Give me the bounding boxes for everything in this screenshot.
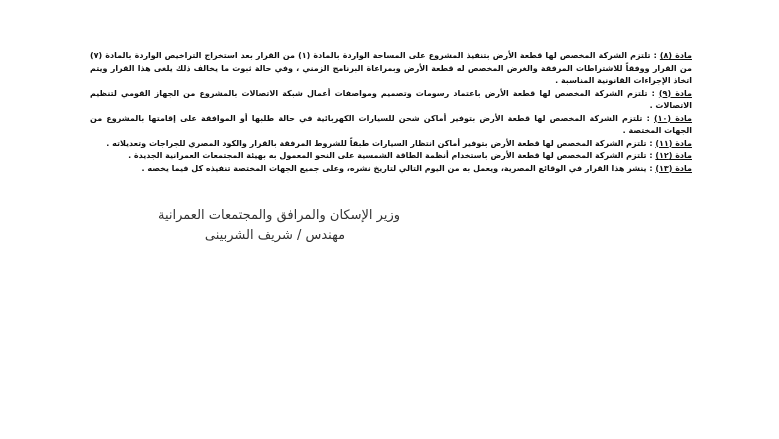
article-12 xyxy=(90,150,692,163)
signatory-name: مهندس / شريف الشربينى xyxy=(204,228,346,243)
decree-articles xyxy=(90,50,692,175)
article-number: مادة (١١) xyxy=(655,138,692,148)
signatory-title: وزير الإسكان والمرافق والمجتمعات العمرانية xyxy=(157,208,400,223)
article-text: : تلتزم الشركة المخصص لها قطعة الأرض باستخدام أنظمة الطاقة الشمسية على النحو المعمول به بهيئة المجتمعات العمرانية الجديدة . xyxy=(128,151,653,160)
article-number: مادة (١٢) xyxy=(655,151,692,160)
article-8 xyxy=(90,50,692,88)
article-text: : تلتزم الشركة المخصص لها قطعة الأرض بتوفير أماكن انتظار السيارات طبقاً للشروط المرفقة بالقرار والكود المصري للجراجات وتعديلاته . xyxy=(106,138,653,148)
article-11 xyxy=(90,138,692,151)
article-number: مادة (١٣) xyxy=(655,163,692,173)
article-13 xyxy=(90,163,692,176)
article-number: مادة (٨) xyxy=(659,51,692,60)
article-text: : تلتزم الشركة المخصص لها قطعة الأرض باعتماد رسومات وتصميم ومواصفات أعمال شبكة الاتصالات بالمشروع من الجهاز القومي لتنظيم الاتصالات . xyxy=(90,88,692,110)
article-number: مادة (٩) xyxy=(658,88,692,98)
article-9 xyxy=(90,88,692,113)
article-number: مادة (١٠) xyxy=(653,113,692,123)
article-text: : تلتزم الشركة المخصص لها قطعة الأرض بتوفير أماكن شحن للسيارات الكهربائية في حالة طلبها أو الموافقة على إقامتها بالمشروع من الجهات المختصة . xyxy=(90,113,692,135)
article-text: : تلتزم الشركة المخصص لها قطعة الأرض بتنفيذ المشروع على المساحة الواردة بالمادة (١) من القرار بعد استخراج التراخيص الواردة بالمادة (٧) من القرار ووفقاً للاشتراطات المرفقة والغرض المخصص له قطعة الأرض وبمراعاة البرنامج الزمني ، وفي حالة ثبوت ما يخالف ذلك يلغى هذا القرار ويتم اتخاذ الإجراءات القانونية المناسبة . xyxy=(90,51,692,85)
article-10 xyxy=(90,113,692,138)
article-text: : ينشر هذا القرار في الوقائع المصرية، ويعمل به من اليوم التالي لتاريخ نشره، وعلى جميع الجهات المختصة تنفيذه كل فيما يخصه . xyxy=(141,163,653,173)
